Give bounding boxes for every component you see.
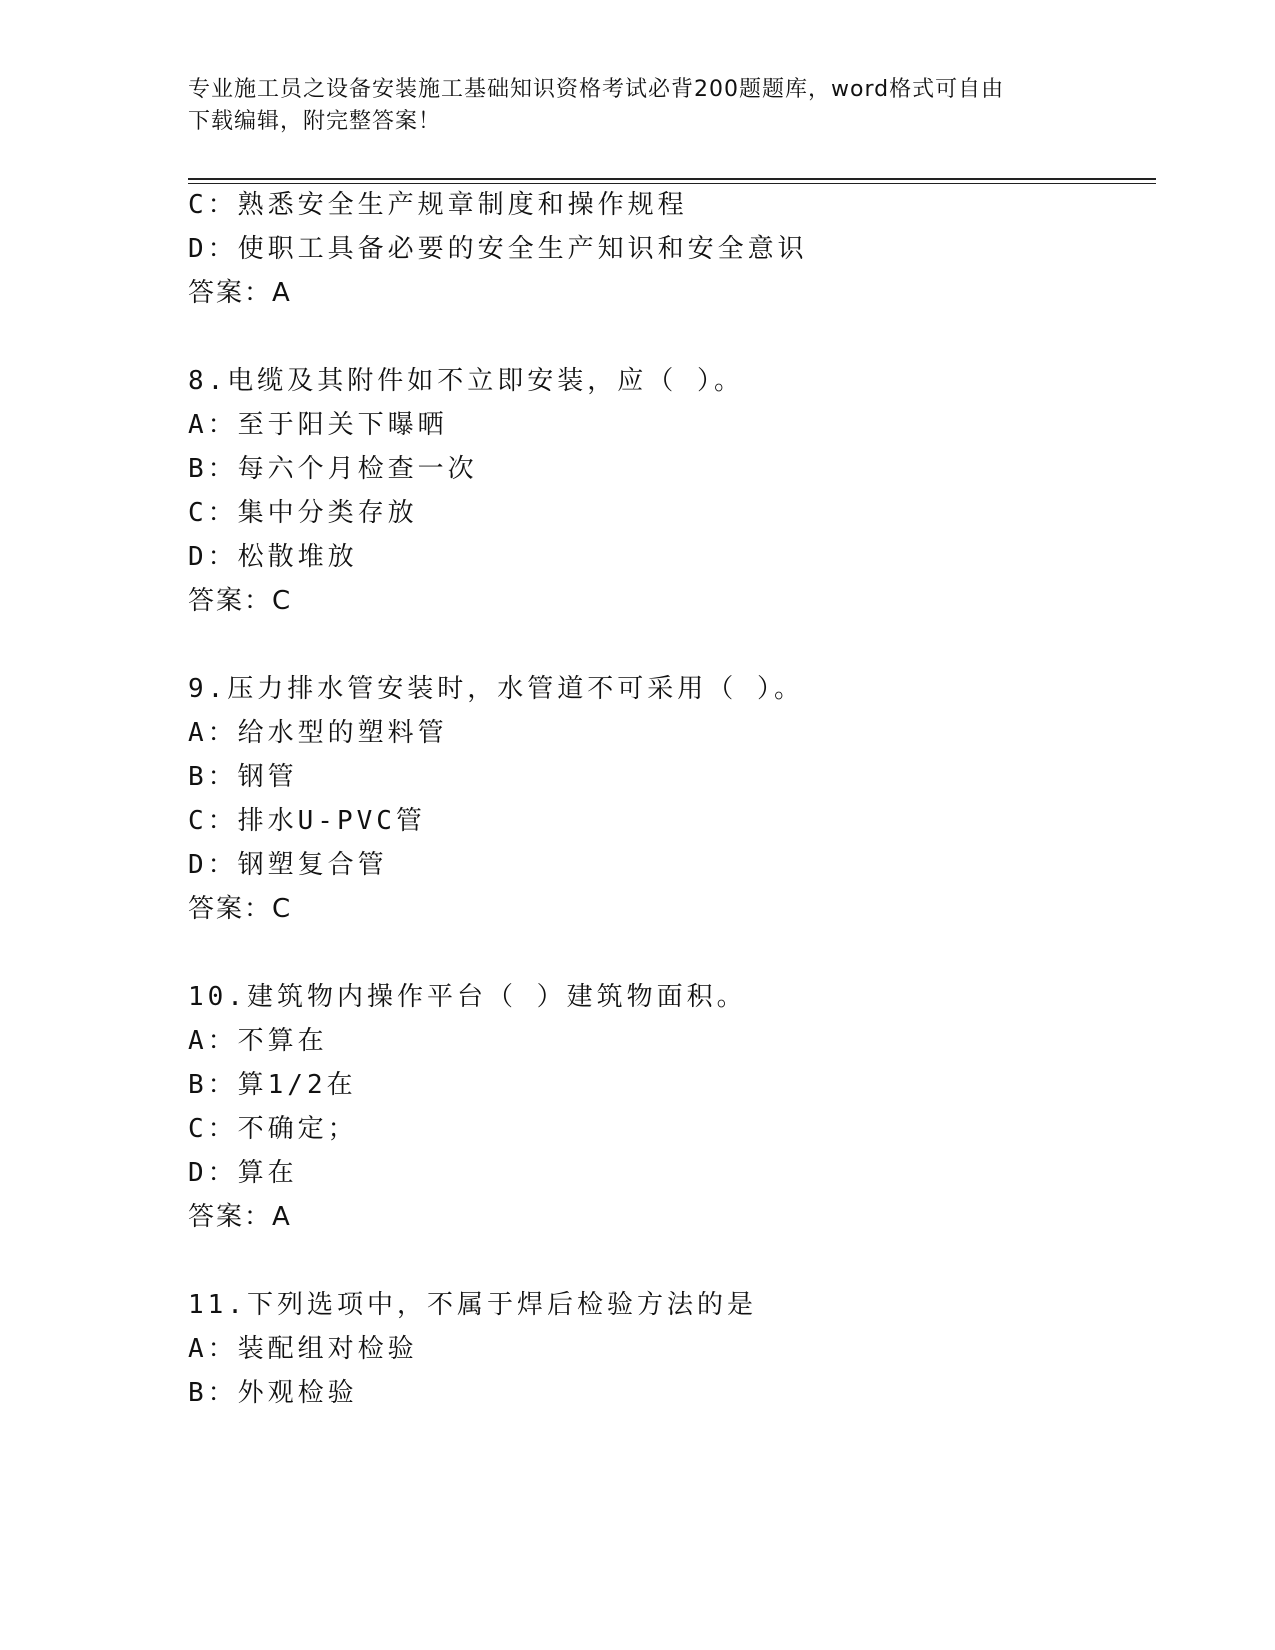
question-9-answer: 答案：C bbox=[188, 894, 293, 924]
question-10-option-a: A：不算在 bbox=[188, 1026, 328, 1056]
question-9-option-b: B：钢管 bbox=[188, 762, 298, 792]
question-8-option-c: C：集中分类存放 bbox=[188, 498, 418, 528]
question-10-option-d: D：算在 bbox=[188, 1158, 298, 1188]
question-10-option-c: C：不确定； bbox=[188, 1114, 358, 1144]
prev-option-d: D：使职工具备必要的安全生产知识和安全意识 bbox=[188, 234, 808, 264]
question-11-stem: 11.下列选项中，不属于焊后检验方法的是 bbox=[188, 1290, 757, 1320]
question-10-stem: 10.建筑物内操作平台（ ）建筑物面积。 bbox=[188, 982, 747, 1012]
question-8-option-d: D：松散堆放 bbox=[188, 542, 358, 572]
header-rule-thick bbox=[188, 178, 1156, 180]
prev-answer: 答案：A bbox=[188, 278, 292, 308]
header-line-1: 专业施工员之设备安装施工基础知识资格考试必背200题题库，word格式可自由 bbox=[188, 77, 1005, 102]
header-line-2: 下载编辑，附完整答案！ bbox=[188, 109, 442, 134]
question-11-option-b: B：外观检验 bbox=[188, 1378, 358, 1408]
prev-option-c: C：熟悉安全生产规章制度和操作规程 bbox=[188, 190, 688, 220]
question-9-option-a: A：给水型的塑料管 bbox=[188, 718, 448, 748]
document-header bbox=[188, 74, 1088, 138]
question-11-option-a: A：装配组对检验 bbox=[188, 1334, 418, 1364]
question-9-stem: 9.压力排水管安装时，水管道不可采用（ ）。 bbox=[188, 674, 804, 704]
question-8-option-a: A：至于阳关下曝晒 bbox=[188, 410, 448, 440]
question-8-stem: 8.电缆及其附件如不立即安装，应（ ）。 bbox=[188, 366, 744, 396]
question-10-answer: 答案：A bbox=[188, 1202, 292, 1232]
question-9-option-c: C：排水U-PVC管 bbox=[188, 806, 426, 836]
question-10-option-b: B：算1/2在 bbox=[188, 1070, 357, 1100]
question-8-answer: 答案：C bbox=[188, 586, 293, 616]
question-9-option-d: D：钢塑复合管 bbox=[188, 850, 388, 880]
header-rule-thin bbox=[188, 183, 1156, 184]
question-8-option-b: B：每六个月检查一次 bbox=[188, 454, 478, 484]
